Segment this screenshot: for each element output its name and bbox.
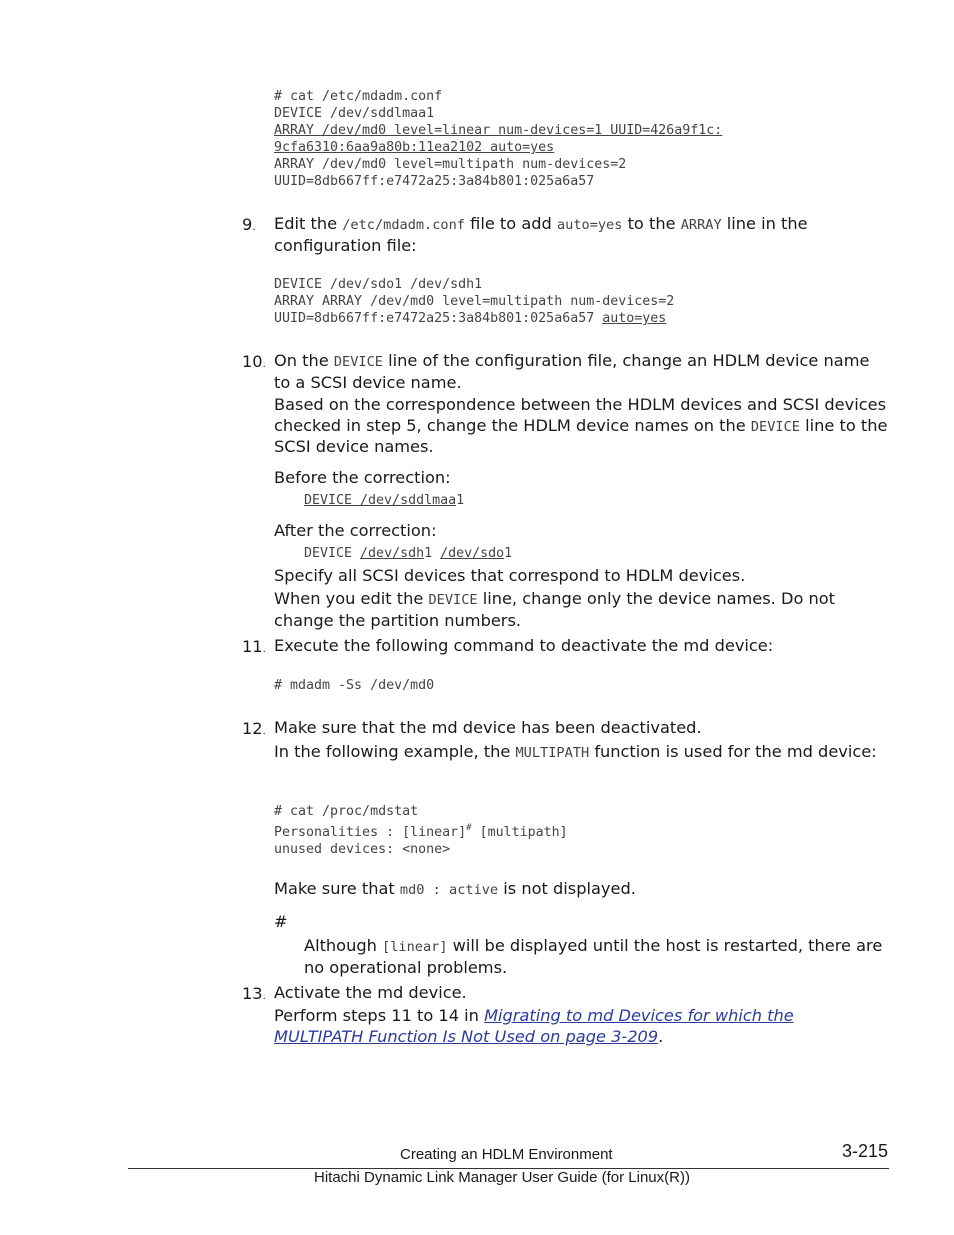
step-number-12: 12. (242, 719, 266, 738)
code-block-mdadm-conf (274, 88, 722, 190)
code-line: # cat /proc/mdstat (274, 804, 419, 819)
code-line: DEVICE /dev/sdo1 /dev/sdh1 (274, 277, 483, 292)
code-line: UUID=8db667ff:e7472a25:3a84b801:025a6a57 (274, 174, 595, 189)
page-number: 3-215 (841, 1141, 888, 1161)
code-line: ARRAY /dev/md0 level=linear num-devices=1 UUID=426a9f1c: (274, 123, 723, 138)
footer-guide-title: Hitachi Dynamic Link Manager User Guide (for Linux(R)) (314, 1169, 690, 1186)
code-block-mdstat (274, 803, 568, 858)
footnote-text: Although [linear] will be displayed until the host is restarted, there are no operational problems. (304, 936, 883, 977)
footer-section-title: Creating an HDLM Environment (400, 1146, 613, 1163)
code-line: [multipath] (471, 825, 568, 840)
code-line: UUID=8db667ff:e7472a25:3a84b801:025a6a57 (274, 311, 603, 326)
step-number-10: 10. (242, 352, 266, 371)
step-9-text: Edit the /etc/mdadm.conf file to add auto=yes to the ARRAY line in the configuration file: (274, 214, 808, 255)
code-line: ARRAY ARRAY /dev/md0 level=multipath num-devices=2 (274, 294, 675, 309)
code-line: DEVICE /dev/sddlmaa1 (274, 106, 435, 121)
step-12-text: Make sure that the md device has been deactivated. (274, 718, 702, 737)
before-correction-label: Before the correction: (274, 468, 451, 487)
step-10-text: On the DEVICE line of the configuration file, change an HDLM device name to a SCSI device name. (274, 351, 870, 392)
code-line: ARRAY /dev/md0 level=multipath num-devices=2 (274, 157, 627, 172)
after-correction-label: After the correction: (274, 521, 437, 540)
footnote-mark: # (466, 823, 472, 833)
code-highlight: auto=yes (602, 311, 667, 326)
step-number-13: 13. (242, 984, 266, 1003)
step-number-11: 11. (242, 637, 266, 656)
step-11-text: Execute the following command to deactivate the md device: (274, 636, 774, 655)
before-correction-code: DEVICE /dev/sddlmaa1 (304, 493, 465, 508)
step-10-note-2: When you edit the DEVICE line, change only the device names. Do not change the partition numbers. (274, 589, 835, 630)
step-10-note-1: Specify all SCSI devices that correspond to HDLM devices. (274, 566, 746, 585)
step-number-9: 9. (242, 215, 256, 234)
code-block-deactivate: # mdadm -Ss /dev/md0 (274, 678, 435, 693)
code-line: # cat /etc/mdadm.conf (274, 89, 443, 104)
step-12-detail: In the following example, the MULTIPATH function is used for the md device: (274, 742, 877, 761)
cross-reference-link[interactable]: Migrating to md Devices for which the MULTIPATH Function Is Not Used on page 3-209 (274, 1006, 794, 1046)
step-12-check: Make sure that md0 : active is not displayed. (274, 879, 636, 898)
footnote-mark-label: # (274, 912, 288, 931)
code-line: Personalities : [linear] (274, 825, 467, 840)
step-13-text: Activate the md device. (274, 983, 467, 1002)
code-line: unused devices: <none> (274, 842, 451, 857)
step-10-detail: Based on the correspondence between the HDLM devices and SCSI devices checked in step 5, change the HDLM device names on the DEVICE line to the SCSI device names. (274, 395, 888, 456)
step-13-detail: Perform steps 11 to 14 in Migrating to md Devices for which the MULTIPATH Function Is Not Used on page 3-209. (274, 1006, 794, 1046)
after-correction-code: DEVICE /dev/sdh1 /dev/sdo1 (304, 546, 513, 561)
code-line: 9cfa6310:6aa9a80b:11ea2102 auto=yes (274, 140, 555, 155)
code-block-edited-conf (274, 276, 674, 327)
